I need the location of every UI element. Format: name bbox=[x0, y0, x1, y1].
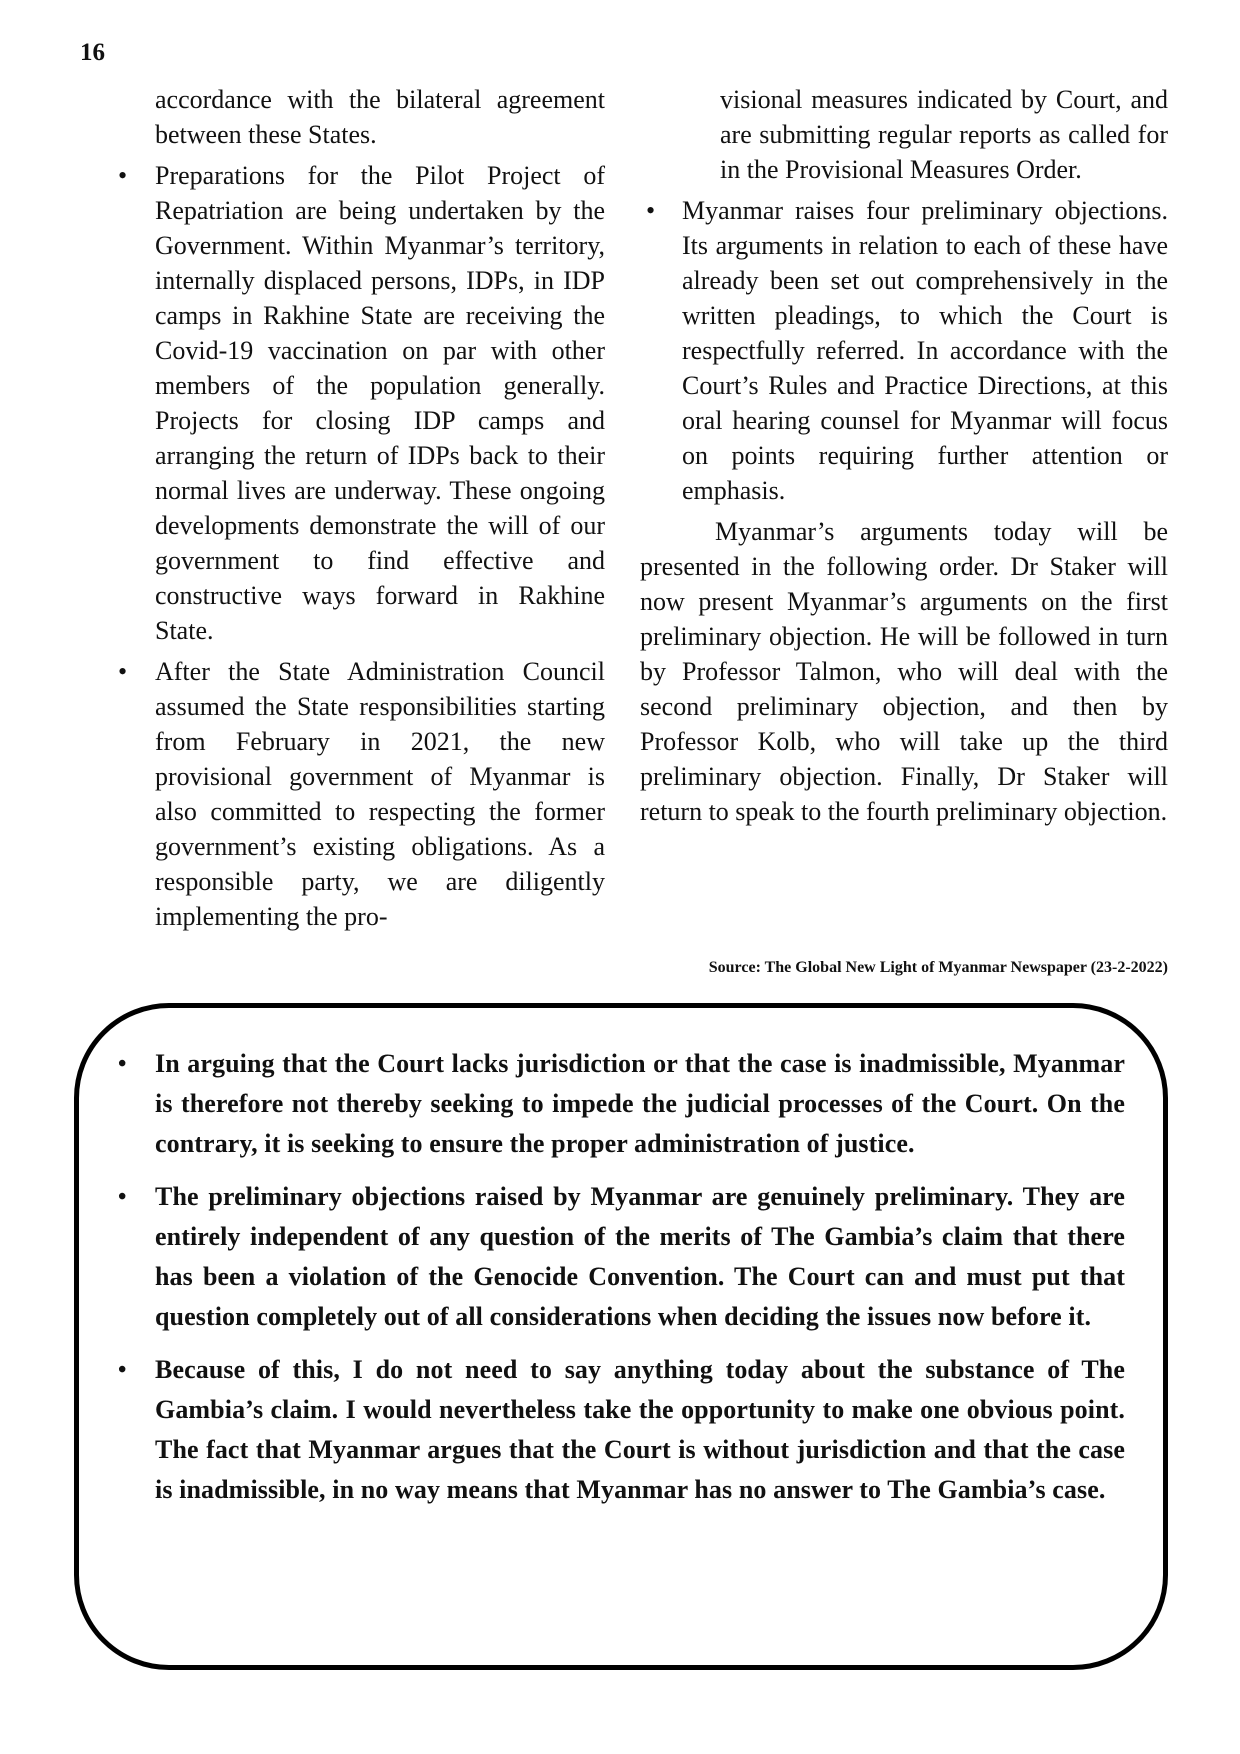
right-bullet-item-objections bbox=[640, 193, 1168, 508]
callout-text: The preliminary objections raised by Myanmar are genuinely preliminary. They are entirely independent of any question of the merits of The Gambia’s claim that there has been a violation of the Genocide Convention. The Court can and must put that question completely out of all considerations when deciding the issues now before it. bbox=[155, 1182, 1125, 1331]
right-paragraph-order: Myanmar’s arguments today will be presented in the following order. Dr Staker will now present Myanmar’s arguments on the first preliminary objection. He will be followed in turn by Professor Talmon, who will deal with the second preliminary objection, and then by Professor Kolb, who will take up the third preliminary objection. Finally, Dr Staker will return to speak to the fourth preliminary objection. bbox=[640, 517, 1168, 826]
page-number: 16 bbox=[80, 39, 105, 66]
bullet-icon: • bbox=[118, 1184, 127, 1210]
left-paragraph-continuation: accordance with the bilateral agreement between these States. bbox=[155, 85, 605, 149]
left-column bbox=[110, 82, 605, 934]
bullet-icon: • bbox=[118, 161, 128, 190]
bullet-icon: • bbox=[646, 196, 656, 225]
source-citation: Source: The Global New Light of Myanmar Newspaper (23-2-2022) bbox=[708, 959, 1168, 976]
callout-item bbox=[118, 1350, 1125, 1510]
right-column bbox=[640, 82, 1168, 829]
left-bullet-text: Preparations for the Pilot Project of Repatriation are being undertaken by the Government. Within Myanmar’s territory, internally displaced persons, IDPs, in IDP camps in Rakhine State are receiving the Covid-19 vaccination on par with other members of the population generally. Projects for closing IDP camps and arranging the return of IDPs back to their normal lives are underway. These ongoing developments demonstrate the will of our government to find effective and constructive ways forward in Rakhine State. bbox=[155, 161, 605, 645]
callout-box bbox=[74, 1003, 1168, 1670]
bullet-icon: • bbox=[118, 1357, 127, 1383]
right-paragraph-continuation: visional measures indicated by Court, and are submitting regular reports as called for in the Provisional Measures Order. bbox=[720, 85, 1168, 184]
bullet-icon: • bbox=[118, 657, 128, 686]
callout-text: Because of this, I do not need to say anything today about the substance of The Gambia’s claim. I would nevertheless take the opportunity to make one obvious point. The fact that Myanmar argues that the Court is without jurisdiction and that the case is inadmissible, in no way means that Myanmar has no answer to The Gambia’s case. bbox=[155, 1355, 1125, 1504]
callout-item bbox=[118, 1044, 1125, 1164]
callout-item bbox=[118, 1177, 1125, 1337]
callout-text: In arguing that the Court lacks jurisdiction or that the case is inadmissible, Myanmar is therefore not thereby seeking to impede the judicial processes of the Court. On the contrary, it is seeking to ensure the proper administration of justice. bbox=[155, 1049, 1125, 1158]
left-bullet-text: After the State Administration Council assumed the State responsibilities starting from February in 2021, the new provisional government of Myanmar is also committed to respecting the former government’s existing obligations. As a responsible party, we are diligently implementing the pro- bbox=[155, 657, 605, 931]
callout-list bbox=[118, 1044, 1125, 1523]
bullet-icon: • bbox=[118, 1051, 127, 1077]
left-bullet-item-state-council bbox=[110, 654, 605, 934]
right-bullet-text: Myanmar raises four preliminary objections. Its arguments in relation to each of these have already been set out comprehensively in the written pleadings, to which the Court is respectfully referred. In accordance with the Court’s Rules and Practice Directions, at this oral hearing counsel for Myanmar will focus on points requiring further attention or emphasis. bbox=[682, 196, 1168, 505]
left-bullet-item-pilot-project bbox=[110, 158, 605, 648]
